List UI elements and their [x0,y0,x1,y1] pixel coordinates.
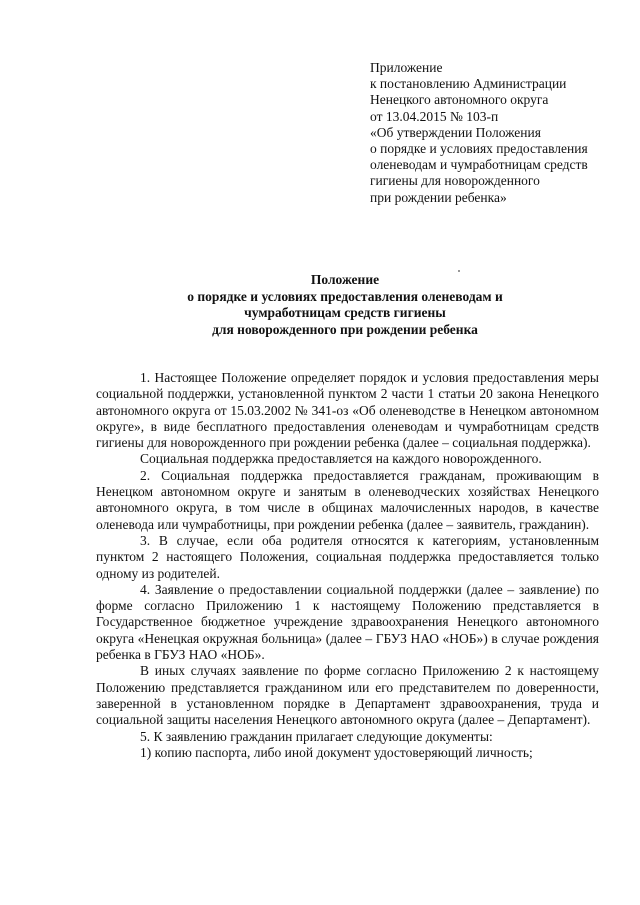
paragraph-4-other-cases: В иных случаях заявление по форме согласно Приложению 2 к настоящему Положению представляется гражданином или его представителем по доверенности, заверенной в установленном порядке в Департамент здравоохранения, труда и социальной защиты населения Ненецкого автономного округа (далее – Департамент). [96,663,599,728]
appendix-line: «Об утверждении Положения [370,124,541,140]
document-body [96,370,599,761]
appendix-line: к постановлению Администрации [370,76,567,92]
appendix-line: от 13.04.2015 № 103-п [370,108,499,124]
appendix-line: оленеводам и чумработницам средств [370,157,588,173]
paragraph-1-note: Социальная поддержка предоставляется на каждого новорожденного. [140,451,542,467]
document-title [90,272,600,338]
title-line: для новорожденного при рождении ребенка [212,321,478,337]
appendix-line: при рождении ребенка» [370,189,507,205]
appendix-line: Приложение [370,60,443,75]
appendix-line: гигиены для новорожденного [370,173,540,189]
title-line: чумработницам средств гигиены [244,305,446,321]
paragraph-3: 3. В случае, если оба родителя относятся к категориям, установленным пунктом 2 настоящего Положения, социальная поддержка предоставляется только одному из родителей. [96,532,599,581]
title-line: Положение [310,272,380,287]
paragraph-5: 5. К заявлению гражданин прилагает следующие документы: [140,728,493,744]
paragraph-1: 1. Настоящее Положение определяет порядок и условия предоставления меры социальной поддержки, установленной пунктом 2 части 1 статьи 20 закона Ненецкого автономного округа от 15.03.2002 № 341-оз «Об оленеводстве в Ненецком автономном округе», в виде бесплатного предоставления оленеводам и чумработницам средств гигиены для новорожденного при рождении ребенка (далее – социальная поддержка). [96,370,599,451]
appendix-line: о порядке и условиях предоставления [370,141,588,157]
paragraph-4: 4. Заявление о предоставлении социальной поддержки (далее – заявление) по форме согласно Приложению 1 к настоящему Положению представляется в Государственное бюджетное учреждение здравоохранения Ненецкого автономного округа «Ненецкая окружная больница» (далее – ГБУЗ НАО «НОБ») в случае рождения ребенка в ГБУЗ НАО «НОБ». [96,581,599,663]
paragraph-2: 2. Социальная поддержка предоставляется гражданам, проживающим в Ненецком автономном округе и занятым в оленеводческих хозяйствах Ненецкого автономного округа, в том числе в общинах малочисленных народов, в качестве оленевода или чумработницы, при рождении ребенка (далее – заявитель, гражданин). [96,467,599,532]
title-line: о порядке и условиях предоставления оленеводам и [187,288,503,304]
appendix-header [370,60,620,206]
paragraph-5-item-1: 1) копию паспорта, либо иной документ удостоверяющий личность; [140,744,533,760]
appendix-line: Ненецкого автономного округа [370,92,549,108]
